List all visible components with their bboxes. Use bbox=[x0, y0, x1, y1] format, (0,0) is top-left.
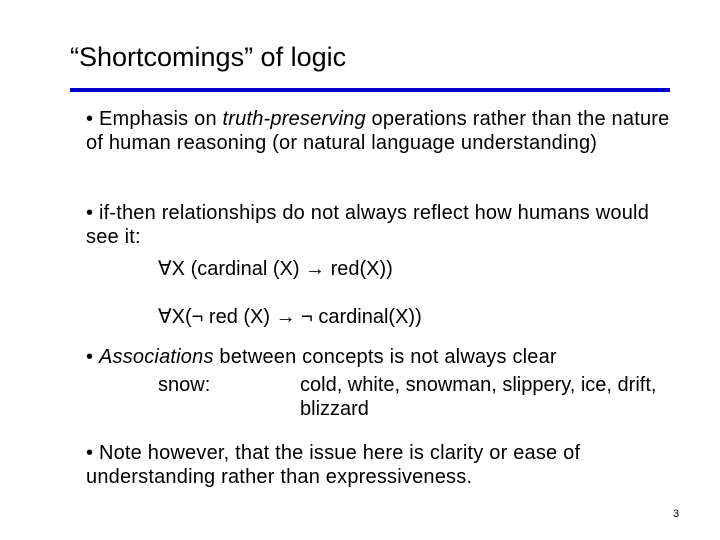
bullet-if-then: • if-then relationships do not always reflect how humans would see it: bbox=[86, 202, 650, 248]
snow-associations: cold, white, snowman, slippery, ice, drift, blizzard bbox=[300, 374, 657, 420]
bullet-emphasis-rest: operations rather than the nature of human reasoning (or natural language understanding) bbox=[86, 108, 670, 154]
bullet-associations-italic: Associations bbox=[98, 346, 214, 368]
bullet-emphasis bbox=[86, 107, 686, 155]
bullet-associations-rest: between concepts is not always clear bbox=[213, 346, 557, 368]
bullet-note: • Note however, that the issue here is clarity or ease of understanding rather than expressiveness. bbox=[86, 442, 581, 488]
formula-contrapositive: ∀X(¬ red (X) → ¬ cardinal(X)) bbox=[158, 306, 422, 328]
bullet-emphasis-italic: truth-preserving bbox=[222, 108, 366, 130]
page-number: 3 bbox=[673, 508, 680, 520]
formula-cardinal-red: ∀X (cardinal (X) → red(X)) bbox=[158, 258, 393, 280]
title-underline bbox=[70, 88, 670, 92]
snow-label: snow: bbox=[158, 374, 211, 396]
bullet-associations bbox=[86, 345, 696, 369]
bullet-associations-lead: • bbox=[86, 346, 99, 368]
bullet-emphasis-lead: • Emphasis on bbox=[86, 108, 223, 130]
slide-title: “Shortcomings” of logic bbox=[70, 42, 347, 72]
